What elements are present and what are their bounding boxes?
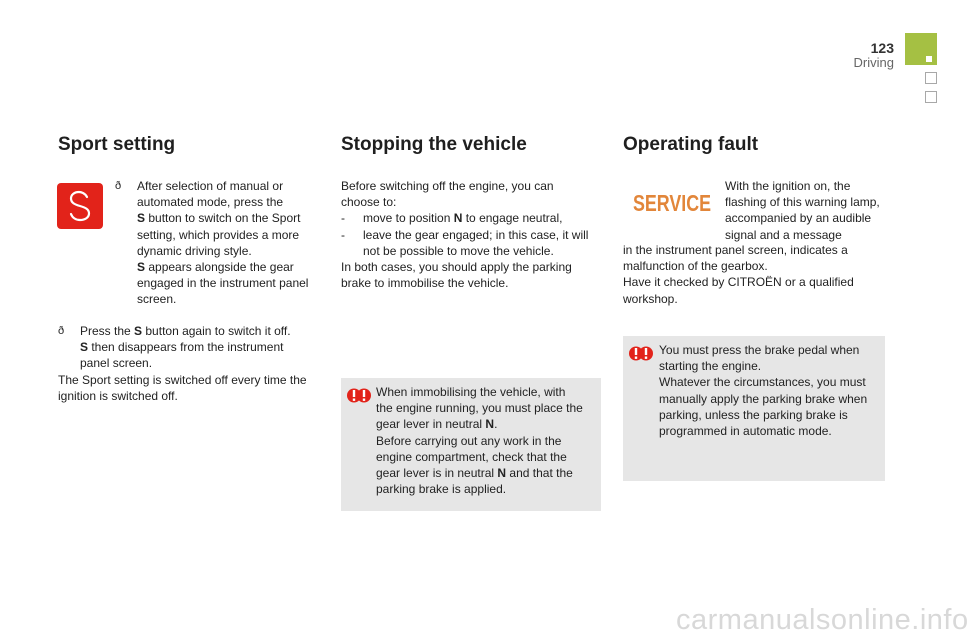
text-line: the engine running, you must place the: [376, 401, 583, 416]
text-line: malfunction of the gearbox.: [623, 259, 768, 274]
text-line: ignition is switched off.: [58, 388, 178, 403]
sport-bullet-1: [115, 178, 325, 308]
text-line: When immobilising the vehicle, with: [376, 385, 566, 399]
text-line: signal and a message: [725, 227, 842, 242]
warning-exclamation-icon: [629, 344, 653, 363]
fault-body: [623, 242, 893, 307]
fault-beside-icon-text: [725, 178, 895, 243]
text-line: engine compartment, check that the: [376, 449, 567, 464]
bullet-icon: ð: [115, 180, 122, 192]
text-line: gear lever is in neutral N and that the: [376, 466, 573, 481]
section-tab-active: [905, 33, 937, 65]
text-line: move to position N to engage neutral,: [363, 211, 563, 226]
dash-marker: -: [341, 211, 345, 226]
text-line: setting, which provides a more: [137, 227, 300, 242]
text-line: parking, unless the parking brake is: [659, 407, 848, 422]
text-line: Before carrying out any work in the: [376, 433, 562, 448]
service-warning-lamp-icon: [631, 187, 713, 217]
text-line: Whatever the circumstances, you must: [659, 375, 866, 390]
text-line: S button to switch on the Sport: [137, 211, 301, 226]
stopping-body: [341, 178, 606, 291]
text-line: workshop.: [623, 291, 678, 306]
sport-heading: Sport setting: [58, 134, 176, 155]
text-line: Before switching off the engine, you can: [341, 179, 554, 193]
text-line: panel screen.: [80, 356, 153, 371]
s-letter-icon: [65, 189, 95, 223]
text-line: programmed in automatic mode.: [659, 424, 832, 439]
text-line: You must press the brake pedal when: [659, 343, 860, 357]
text-line: S then disappears from the instrument: [80, 340, 284, 355]
text-line: brake to immobilise the vehicle.: [341, 276, 509, 291]
section-name: Driving: [853, 55, 894, 70]
text-line: Press the S button again to switch it off.: [80, 324, 291, 338]
text-line: accompanied by an audible: [725, 211, 872, 226]
sport-s-button-icon: [57, 183, 103, 229]
text-line: in the instrument panel screen, indicates a: [623, 243, 848, 257]
dash-marker: -: [341, 227, 345, 242]
bullet-icon: ð: [58, 325, 65, 337]
text-line: After selection of manual or: [137, 179, 284, 193]
watermark: carmanualsonline.info: [676, 604, 969, 636]
page-number: 123: [870, 40, 894, 56]
section-tab-outline: [925, 72, 937, 84]
stopping-heading: Stopping the vehicle: [341, 134, 527, 155]
text-line: dynamic driving style.: [137, 243, 252, 258]
text-line: leave the gear engaged; in this case, it will: [363, 227, 589, 242]
stopping-warning-box: [341, 378, 601, 511]
text-line: parking brake is applied.: [376, 482, 507, 497]
text-line: screen.: [137, 292, 177, 307]
section-tab-outline: [925, 91, 937, 103]
fault-heading: Operating fault: [623, 134, 759, 155]
text-line: With the ignition on, the: [725, 179, 851, 193]
text-line: gear lever in neutral N.: [376, 417, 498, 432]
text-line: The Sport setting is switched off every time the: [58, 372, 307, 387]
fault-warning-box: [623, 336, 885, 481]
tab-dot-icon: [926, 56, 932, 62]
warning-exclamation-icon: [347, 386, 371, 405]
text-line: flashing of this warning lamp,: [725, 195, 880, 210]
text-line: engaged in the instrument panel: [137, 276, 309, 291]
sport-bullet-2: [58, 323, 326, 404]
text-line: starting the engine.: [659, 359, 762, 374]
text-line: Have it checked by CITROËN or a qualified: [623, 275, 854, 290]
text-line: In both cases, you should apply the parking: [341, 260, 572, 275]
text-line: not be possible to move the vehicle.: [363, 243, 554, 258]
text-line: choose to:: [341, 195, 397, 210]
text-line: manually apply the parking brake when: [659, 391, 868, 406]
text-line: S appears alongside the gear: [137, 260, 294, 275]
text-line: automated mode, press the: [137, 195, 284, 210]
service-label: SERVICE: [633, 190, 711, 216]
